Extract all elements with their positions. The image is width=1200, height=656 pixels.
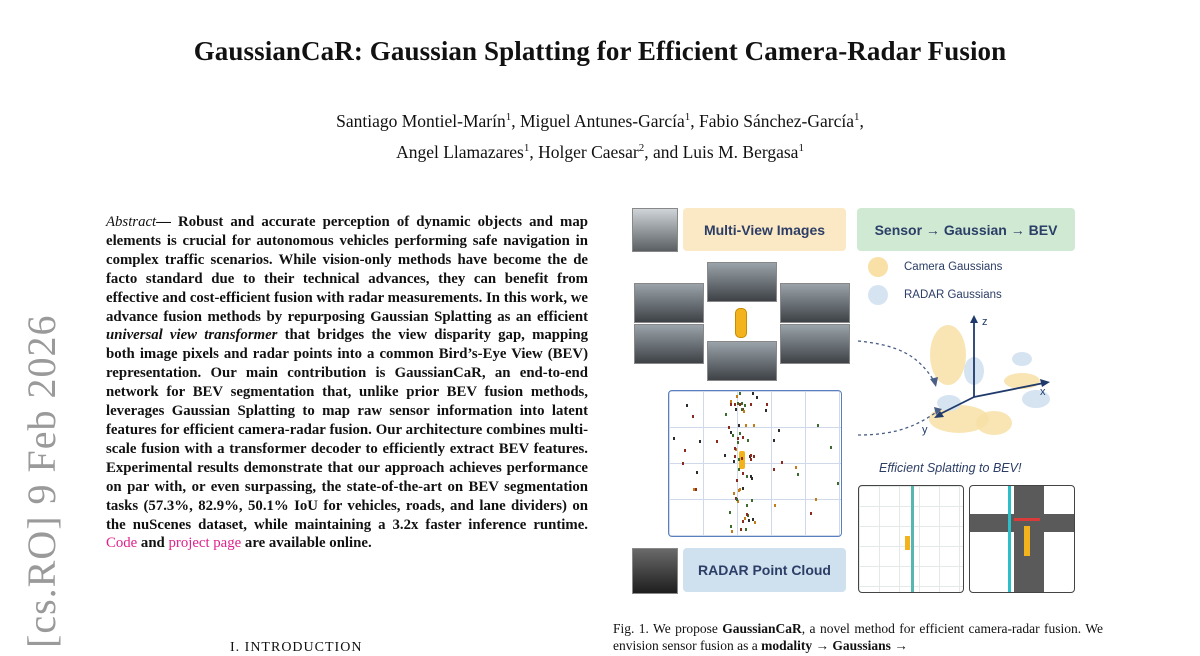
abstract-text-2: that bridges the view disparity gap, mapping both image pixels and radar points into a common Bird’s-Eye View (BEV) representation. Our main contribution is GaussianCaR, an end-to-end network for BEV segmentation that, unlike prior BEV fusion methods, leverages Gaussian Splatting to map raw sensor information into latent features for efficient camera-radar fusion. Our architecture combines multi-scale fusion with a transformer decoder to efficiently extract BEV features. Experimental results demonstrate that our approach achieves performance on par with, or even surpassing, the state-of-the-art on BEV segmentation tasks (57.3%, 82.9%, 50.1% IoU for vehicles, roads, and lane dividers) on the nuScenes dataset, while maintaining a 3.2x faster inference runtime.: [106, 327, 589, 533]
multiview-label: Multi-View Images: [703, 221, 826, 238]
radar-point: [746, 504, 748, 507]
separator: , and: [644, 141, 683, 162]
radar-point: [750, 458, 752, 461]
separator: ,: [529, 141, 539, 162]
abstract-emphasis: universal view transformer: [106, 327, 278, 344]
radar-point: [737, 500, 739, 503]
author-list: [0, 104, 1200, 166]
radar-point: [742, 436, 744, 439]
radar-point: [738, 489, 740, 492]
radar-point: [738, 458, 740, 461]
radar-point: [716, 440, 718, 443]
radar-point: [737, 441, 739, 444]
radar-point: [730, 525, 732, 528]
radar-point: [745, 424, 747, 427]
affiliation-mark: 1: [854, 111, 860, 123]
bev-prediction-map: [858, 485, 964, 593]
radar-point: [815, 498, 817, 501]
authors-line-1: [0, 104, 1200, 135]
abstract-lead: Abstract: [106, 214, 157, 230]
radar-point: [738, 424, 740, 427]
radar-point: [751, 477, 753, 480]
paper-title: GaussianCaR: Gaussian Splatting for Efficient Camera-Radar Fusion: [193, 36, 1007, 66]
radar-point: [746, 475, 748, 478]
radar-point: [682, 462, 684, 465]
radar-point: [724, 454, 726, 457]
axis-x-label: x: [1040, 386, 1046, 398]
radar-point: [736, 479, 738, 482]
radar-point: [738, 468, 740, 471]
radar-point: [765, 409, 767, 412]
radar-point: [773, 468, 775, 471]
radar-point: [686, 404, 688, 407]
author-name: Miguel Antunes-García: [520, 110, 685, 131]
pipeline-label: Sensor → Gaussian → BEV: [874, 221, 1058, 238]
camera-view-front-right: [780, 283, 850, 323]
radar-point: [750, 454, 752, 457]
radar-point: [795, 466, 797, 469]
affiliation-mark: 1: [684, 111, 691, 123]
author-name: Fabio Sánchez-García: [699, 110, 854, 131]
abstract: [106, 213, 588, 553]
radar-point: [766, 403, 768, 406]
multiview-label-box: [683, 208, 846, 251]
radar-point: [778, 429, 780, 432]
camera-view-back: [707, 341, 777, 381]
abstract-and: and: [137, 535, 169, 552]
figure-caption: [613, 620, 1103, 654]
radar-point: [725, 413, 727, 416]
caption-prefix: Fig. 1. We propose: [613, 621, 723, 636]
radar-point: [837, 482, 839, 485]
camera-gaussian-swatch: [868, 257, 888, 277]
radar-point: [752, 518, 754, 521]
radar-gaussian-swatch: [868, 285, 888, 305]
separator: ,: [690, 110, 699, 131]
authors-line-2: [0, 135, 1200, 166]
affiliation-mark: 2: [638, 141, 645, 154]
abstract-text-3: are available online.: [241, 535, 372, 552]
author-name: Angel Llamazares: [396, 141, 524, 162]
axis-y-label: y: [922, 424, 928, 436]
vehicle-mark: [1024, 526, 1030, 556]
affiliation-mark: 1: [523, 141, 530, 154]
legend-camera: Camera Gaussians: [904, 261, 1003, 273]
pipeline-label-box: [857, 208, 1075, 251]
radar-point: [734, 403, 736, 406]
separator: ,: [511, 110, 520, 131]
radar-point: [756, 396, 758, 399]
radar-point: [696, 471, 698, 474]
abstract-dash: —: [156, 214, 171, 230]
stop-line: [1014, 518, 1040, 521]
camera-view-back-left: [634, 324, 704, 364]
radar-point: [699, 440, 701, 443]
radar-point: [747, 439, 749, 442]
radar-point: [731, 530, 733, 533]
radar-point: [742, 487, 744, 490]
radar-point: [742, 520, 744, 523]
camera-view-front: [707, 262, 777, 302]
radar-point: [810, 512, 812, 515]
radar-point: [744, 404, 746, 407]
radar-label-box: [683, 548, 846, 592]
radar-point: [754, 521, 756, 524]
camera-rig-image: [632, 208, 678, 252]
section-heading: I. INTRODUCTION: [230, 640, 363, 655]
radar-point: [684, 449, 686, 452]
radar-point: [741, 402, 743, 405]
radar-label: RADAR Point Cloud: [698, 562, 831, 578]
radar-point: [733, 460, 735, 463]
separator: ,: [859, 110, 864, 131]
radar-point: [736, 498, 738, 501]
affiliation-mark: 1: [798, 141, 804, 154]
radar-point: [695, 488, 697, 491]
radar-point: [740, 528, 742, 531]
radar-point: [743, 410, 745, 413]
radar-car-icon: [739, 451, 745, 469]
radar-point: [797, 473, 799, 476]
abstract-text-1: Robust and accurate perception of dynamic objects and map elements is crucial for autonomous vehicles performing safe navigation in complex traffic scenarios. While vision-only methods have become the de facto standard due to their technical advances, they can benefit from effective and cost-efficient fusion with radar measurements. In this work, we advance fusion methods by repurposing Gaussian Splatting as an efficient: [106, 214, 588, 325]
radar-point: [752, 392, 754, 395]
road-area-cross: [970, 514, 1074, 532]
radar-point: [692, 415, 694, 418]
radar-point: [753, 424, 755, 427]
radar-point: [735, 408, 737, 411]
radar-bev-grid: [668, 390, 842, 537]
radar-point: [732, 434, 734, 437]
radar-point: [736, 395, 738, 398]
radar-point: [742, 472, 744, 475]
road-boundary: [911, 486, 914, 592]
radar-point: [739, 392, 741, 395]
bev-ground-truth-map: [969, 485, 1075, 593]
radar-point: [734, 447, 736, 450]
arxiv-stamp: [cs.RO] 9 Feb 2026: [19, 314, 64, 648]
radar-point: [746, 513, 748, 516]
radar-point: [673, 437, 675, 440]
radar-point: [739, 403, 741, 406]
radar-point: [774, 504, 776, 507]
project-page-link[interactable]: project page: [168, 535, 242, 552]
caption-bold-tail: modality → Gaussians →: [761, 638, 908, 653]
author-name: Luis M. Bergasa: [682, 141, 799, 162]
legend-radar: RADAR Gaussians: [904, 289, 1002, 301]
radar-point: [830, 446, 832, 449]
axis-z-label: z: [982, 316, 988, 328]
radar-point: [693, 488, 695, 491]
radar-point: [781, 461, 783, 464]
author-name: Holger Caesar: [538, 141, 639, 162]
radar-point: [737, 437, 739, 440]
radar-point: [753, 455, 755, 458]
radar-point: [734, 455, 736, 458]
radar-point: [817, 424, 819, 427]
radar-point: [733, 492, 735, 495]
radar-point: [748, 519, 750, 522]
code-link[interactable]: Code: [106, 535, 138, 552]
radar-sensor-image: [632, 548, 678, 594]
caption-text: , a novel method for efficient camera-radar fusion. We envision sensor fusion as a: [613, 621, 1103, 653]
radar-point: [739, 432, 741, 435]
flow-arrows: [828, 325, 948, 455]
affiliation-mark: 1: [505, 111, 512, 123]
radar-point: [773, 439, 775, 442]
radar-point: [751, 499, 753, 502]
camera-view-front-left: [634, 283, 704, 323]
radar-point: [741, 457, 743, 460]
radar-point: [730, 403, 732, 406]
radar-point: [750, 403, 752, 406]
lane-divider: [1008, 486, 1011, 592]
radar-point: [729, 511, 731, 514]
radar-point: [744, 517, 746, 520]
radar-point: [730, 400, 732, 403]
splatting-label: Efficient Splatting to BEV!: [879, 461, 1022, 475]
vehicle-mark: [905, 536, 910, 550]
radar-point: [728, 426, 730, 429]
figure-1: [628, 205, 1080, 600]
author-name: Santiago Montiel-Marín: [336, 110, 506, 131]
caption-method-name: GaussianCaR: [722, 621, 802, 636]
ego-car-icon: [735, 308, 747, 338]
radar-point: [745, 528, 747, 531]
